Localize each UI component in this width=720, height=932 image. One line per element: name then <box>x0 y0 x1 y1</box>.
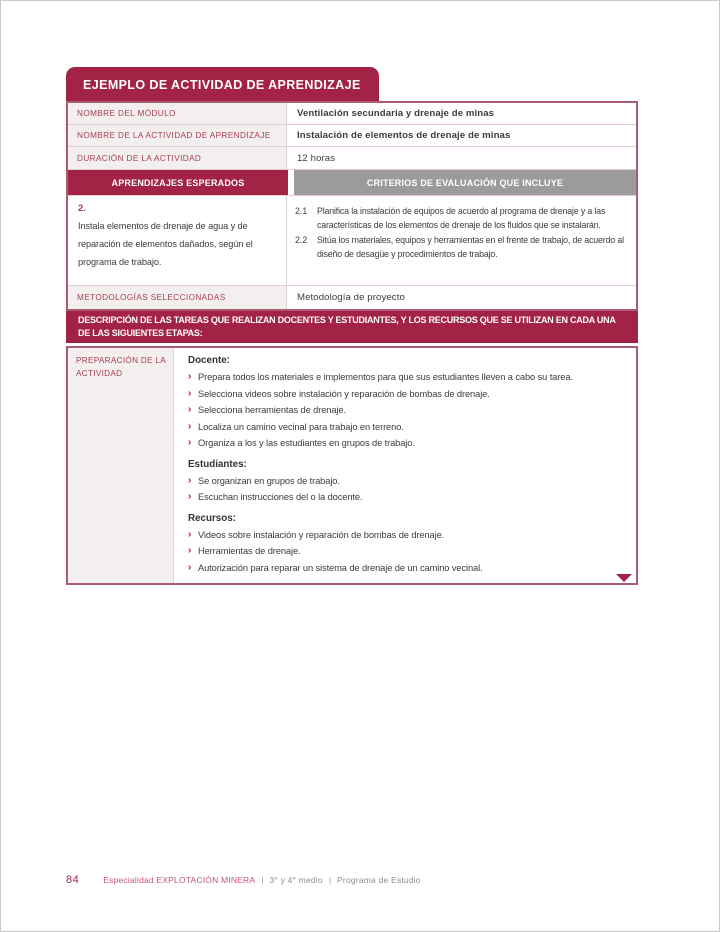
list-item-text: Selecciona videos sobre instalación y reparación de bombas de drenaje. <box>198 388 490 399</box>
bullet-icon: › <box>188 371 192 382</box>
list-item-text: Escuchan instrucciones del o la docente. <box>198 492 363 503</box>
list-item <box>188 527 628 544</box>
row-value: 12 horas <box>287 147 636 169</box>
footer-grade: 3° y 4° medio <box>269 875 323 885</box>
list-item <box>188 560 628 577</box>
group-heading: Recursos: <box>188 512 236 524</box>
list-item-text: Herramientas de drenaje. <box>198 546 301 557</box>
footer-meta <box>103 875 420 885</box>
bullet-icon: › <box>188 387 192 399</box>
list-item <box>188 489 628 506</box>
bullet-icon: › <box>188 437 192 449</box>
description-banner-text: DESCRIPCIÓN DE LAS TAREAS QUE REALIZAN DOCENTES Y ESTUDIANTES, Y LOS RECURSOS QUE SE UTILIZAN EN CADA UNA DE LAS SIGUIENTES ETAPAS: <box>78 314 616 338</box>
list-item-text: Autorización para reparar un sistema de drenaje de un camino vecinal. <box>198 562 483 573</box>
table-header-row <box>68 170 636 196</box>
page-number: 84 <box>66 874 80 886</box>
list-item-text: Prepara todos los materiales e implementos para que sus estudiantes lleven a cabo su tarea. <box>198 372 573 382</box>
evaluation-criteria-header: CRITERIOS DE EVALUACIÓN QUE INCLUYE <box>294 170 636 195</box>
bullet-icon: › <box>188 404 192 416</box>
bullet-icon: › <box>188 528 192 540</box>
bullet-icon: › <box>188 561 192 573</box>
evaluation-criteria-cell <box>287 196 636 285</box>
list-item-text: Organiza a los y las estudiantes en grupos de trabajo. <box>198 438 415 449</box>
footer-specialty: Especialidad EXPLOTACIÓN MINERA <box>103 875 256 885</box>
page-footer <box>66 874 626 886</box>
learning-number: 2. <box>78 203 87 214</box>
continuation-arrow-icon <box>616 574 632 582</box>
list-item <box>188 419 628 436</box>
criterion-item <box>295 233 630 261</box>
group-heading: Estudiantes: <box>188 458 247 470</box>
page-title-banner <box>66 67 379 101</box>
criterion-text: Planifica la instalación de equipos de acuerdo al programa de drenaje y a las características de los elementos de drenaje de los fluidos que se instalarán. <box>317 206 606 231</box>
list-item-text: Se organizan en grupos de trabajo. <box>198 475 340 486</box>
criterion-item <box>295 204 630 232</box>
stage-content <box>174 348 636 583</box>
group-heading: Docente: <box>188 355 230 366</box>
row-value: Instalación de elementos de drenaje de minas <box>287 125 636 146</box>
table-row-module-name <box>68 103 636 125</box>
row-label: NOMBRE DEL MÓDULO <box>68 103 287 124</box>
table-row-duration <box>68 147 636 170</box>
bullet-icon: › <box>188 420 192 432</box>
footer-program: Programa de Estudio <box>337 875 421 885</box>
activity-info-table <box>66 101 638 311</box>
group-docente <box>188 355 628 452</box>
bullet-icon: › <box>188 545 192 557</box>
stage-table <box>66 346 638 585</box>
group-estudiantes <box>188 459 628 506</box>
learning-text: Instala elementos de drenaje de agua y de reparación de elementos dañados, según el programa de trabajo. <box>78 221 253 267</box>
list-item <box>188 386 628 403</box>
criterion-text: Sitúa los materiales, equipos y herramientas en el frente de trabajo, de acuerdo al diseño de desagüe y procedimientos de trabajo. <box>317 235 624 260</box>
table-row-activity-name <box>68 125 636 147</box>
footer-separator: | <box>328 875 332 885</box>
group-recursos <box>188 513 628 577</box>
stage-label: PREPARACIÓN DE LA ACTIVIDAD <box>68 348 174 583</box>
learning-criteria-row <box>68 196 636 286</box>
page-title: EJEMPLO DE ACTIVIDAD DE APRENDIZAJE <box>83 78 361 92</box>
table-row-methodology <box>68 286 636 309</box>
row-value: Metodología de proyecto <box>287 286 636 309</box>
list-item <box>188 402 628 419</box>
list-item <box>188 435 628 452</box>
criterion-number: 2.1 <box>295 206 308 216</box>
row-label: METODOLOGÍAS SELECCIONADAS <box>68 286 287 309</box>
row-label: DURACIÓN DE LA ACTIVIDAD <box>68 147 287 169</box>
description-banner <box>66 311 638 343</box>
bullet-icon: › <box>188 491 192 503</box>
list-item <box>188 473 628 490</box>
bullet-icon: › <box>188 474 192 486</box>
list-item <box>188 369 628 386</box>
criterion-number: 2.2 <box>295 235 308 246</box>
list-item-text: Localiza un camino vecinal para trabajo en terreno. <box>198 421 404 432</box>
expected-learning-header: APRENDIZAJES ESPERADOS <box>68 170 288 195</box>
footer-separator: | <box>261 875 264 885</box>
list-item-text: Videos sobre instalación y reparación de bombas de drenaje. <box>198 529 445 540</box>
list-item <box>188 543 628 560</box>
list-item-text: Selecciona herramientas de drenaje. <box>198 405 346 416</box>
row-value: Ventilación secundaria y drenaje de minas <box>287 103 636 124</box>
row-label: NOMBRE DE LA ACTIVIDAD DE APRENDIZAJE <box>68 125 287 146</box>
expected-learning-cell <box>68 196 287 285</box>
